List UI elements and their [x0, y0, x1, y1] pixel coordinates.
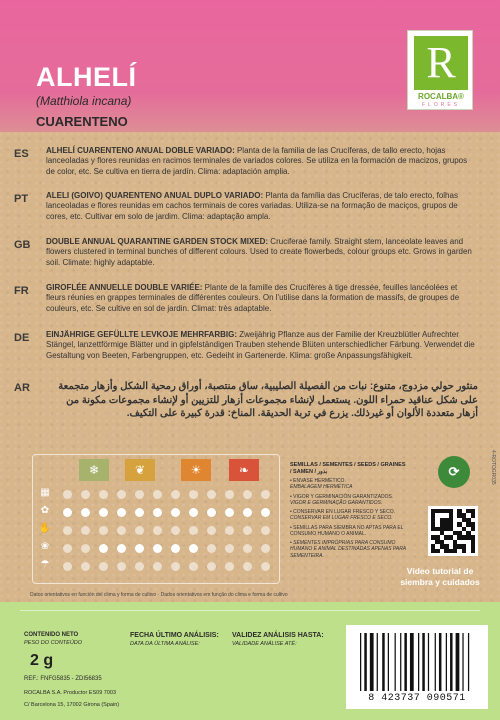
- barcode-bar: [435, 633, 436, 691]
- month-dot: [153, 562, 162, 571]
- care-row: [33, 559, 281, 575]
- month-labels-row: [33, 487, 281, 503]
- net-content-label: CONTENIDO NETO: [24, 632, 79, 638]
- month-dot: [99, 508, 108, 517]
- seed-item: • SEMILLAS PARA SIEMBRA NO APTAS PARA EL CONSUMO HUMANO O ANIMAL.: [290, 524, 404, 537]
- description-de: [14, 330, 484, 361]
- month-dot: [189, 544, 198, 553]
- month-dot: [117, 544, 126, 553]
- analysis-date-sublabel: DATA DA ÚLTIMA ANÁLISE:: [130, 641, 200, 647]
- logo-letter: R: [426, 38, 456, 87]
- barcode-bar: [404, 633, 407, 691]
- divider: [20, 610, 480, 611]
- month-dot: [153, 508, 162, 517]
- month-dot: [153, 490, 162, 499]
- rocalba-logo: [407, 30, 473, 110]
- description-fr: [14, 283, 484, 314]
- month-dot: [99, 544, 108, 553]
- barcode-bar: [395, 633, 396, 691]
- lang-code: FR: [14, 285, 29, 297]
- hand-icon: ✋: [38, 523, 52, 534]
- month-dot: [117, 508, 126, 517]
- barcode-bar: [456, 633, 460, 691]
- latin-name: (Matthiola incana): [36, 94, 132, 108]
- lang-code: GB: [14, 239, 31, 251]
- logo-subtitle: FLORES: [421, 102, 460, 108]
- month-dot: [261, 544, 270, 553]
- barcode-bar: [422, 633, 425, 691]
- month-dot: [171, 544, 180, 553]
- barcode: [346, 625, 488, 709]
- sowing-row: [33, 505, 281, 521]
- barcode-bar: [410, 633, 414, 691]
- barcode-bar: [400, 633, 401, 691]
- video-line-2: siembra y cuidados: [400, 576, 480, 587]
- month-dot: [135, 490, 144, 499]
- net-content-value: 2 g: [30, 652, 54, 669]
- barcode-bar: [360, 633, 361, 691]
- qr-code[interactable]: [428, 506, 478, 556]
- month-dot: [117, 490, 126, 499]
- logo-mark: [414, 36, 468, 90]
- month-dot: [135, 544, 144, 553]
- month-dot: [99, 526, 108, 535]
- month-dot: [243, 490, 252, 499]
- month-dot: [171, 508, 180, 517]
- month-dot: [243, 562, 252, 571]
- summer-icon: ☀: [181, 459, 211, 481]
- description-text: منثور حولي مزدوج، متنوع: نبات من الفصيلة الصليبية، ساق منتصبة، أوراق رمحية الشكل وأزهار متجمعة على شكل عناقيد حمراء اللون. يستعمل لإنشاء مجموعات أزهار للتزيين أو لإنشاء مجموعات مكونة من أزهار متعددة الألوان أو غيرذلك. يزرع في تربة الحديقة. المناخ: قدرة كبيرة على التكيف.: [58, 381, 478, 419]
- reference-code: REF.: FNFG5835 - ZDI56835: [24, 676, 102, 682]
- winter-icon: ❄: [79, 459, 109, 481]
- producer-info: ROCALBA S.A. Productor ES09 7003: [24, 690, 117, 696]
- description-ar: [14, 380, 484, 421]
- month-dot: [171, 526, 180, 535]
- analysis-validity-label: VALIDEZ ANÁLISIS HASTA:: [232, 632, 324, 639]
- month-dot: [81, 544, 90, 553]
- variety-name: CUARENTENO: [36, 114, 128, 129]
- video-line-1: Vídeo tutorial de: [406, 566, 474, 576]
- month-dot: [135, 508, 144, 517]
- month-dot: [171, 490, 180, 499]
- description-text: ALHELÍ CUARENTENO ANUAL DOBLE VARIADO: Planta de la familia de las Crucíferas, de tallo erecto, hojas lanceoladas y flores reunidas en racimos terminales de variados colores. Se utiliza en la formación de macizos, grupos de color, etc. Se cultiva en tierra de jardín. Clima: adaptación amplia.: [46, 146, 468, 176]
- barcode-bar: [446, 633, 447, 691]
- barcode-bar: [364, 633, 367, 691]
- month-dot: [261, 508, 270, 517]
- month-dot: [243, 544, 252, 553]
- description-es: [14, 146, 484, 177]
- seeds-title: SEMILLAS / SEMENTES / SEEDS / GRAINES / SAMEN / بذور: [290, 462, 406, 475]
- spring-icon: ❦: [125, 459, 155, 481]
- month-dot: [117, 526, 126, 535]
- month-dot: [225, 562, 234, 571]
- month-dot: [63, 526, 72, 535]
- seed-item: • CONSERVAR EN LUGAR FRESCO Y SECO. CONSERVAR EM LUGAR FRESCO E SECO.: [290, 509, 396, 522]
- seed-item: • VIGOR Y GERMINACIÓN GARANTIZADOS. VIGOR E GERMINAÇÃO GARANTIDOS.: [290, 493, 394, 506]
- barcode-bar: [450, 633, 453, 691]
- month-dot: [207, 526, 216, 535]
- month-dot: [189, 526, 198, 535]
- month-dot: [225, 544, 234, 553]
- month-dot: [225, 508, 234, 517]
- barcode-bar: [462, 633, 463, 691]
- month-dot: [261, 526, 270, 535]
- lang-code: DE: [14, 332, 30, 344]
- month-dot: [189, 508, 198, 517]
- month-dot: [189, 490, 198, 499]
- month-dot: [81, 508, 90, 517]
- month-dot: [153, 544, 162, 553]
- seeds-info: [290, 462, 408, 562]
- month-dot: [225, 526, 234, 535]
- green-dot-recycling-icon: ⟳: [438, 456, 470, 488]
- autumn-icon: ❧: [229, 459, 259, 481]
- lang-code: PT: [14, 193, 29, 205]
- seed-icon: ✿: [40, 505, 50, 516]
- seed-item: • ENVASE HERMÉTICO. EMBALAGEM HERMÉTICA: [290, 478, 353, 491]
- barcode-bars: [360, 633, 476, 691]
- product-title: ALHELÍ: [36, 62, 137, 92]
- month-dot: [99, 562, 108, 571]
- month-dot: [207, 490, 216, 499]
- barcode-bar: [388, 633, 389, 691]
- logo-brand: ROCALBA®: [418, 92, 464, 101]
- transplant-row: [33, 523, 281, 539]
- month-dot: [153, 526, 162, 535]
- qr-module: [471, 549, 475, 553]
- description-text: DOUBLE ANNUAL QUARANTINE GARDEN STOCK MIXED: Cruciferae family. Straight stem, lanceolate leaves and flowers clustered in terminal bunches of different colours. Used to create flowerbeds, colour groups etc. Grows in garden soil. Climate: highly adaptable.: [46, 237, 472, 267]
- month-dot: [81, 562, 90, 571]
- month-dot: [243, 508, 252, 517]
- month-dot: [63, 544, 72, 553]
- barcode-number: 8 423737 090571: [368, 693, 466, 704]
- barcode-bar: [439, 633, 442, 691]
- month-dot: [207, 508, 216, 517]
- month-dot: [207, 562, 216, 571]
- description-gb: [14, 237, 484, 268]
- side-print-code: 4-ROTOGR035: [490, 450, 496, 485]
- description-pt: [14, 191, 484, 222]
- barcode-bar: [382, 633, 385, 691]
- flower-icon: ❀: [40, 541, 50, 552]
- month-dot: [243, 526, 252, 535]
- month-dot: [261, 490, 270, 499]
- lang-code: AR: [14, 382, 30, 394]
- month-dot: [261, 562, 270, 571]
- seed-item: • SEMENTES IMPRÓPRIAS PARA CONSUMO HUMANO E ANIMAL DESTINADAS APENAS PARA SEMENTEIRA.: [290, 540, 406, 559]
- month-dot: [63, 508, 72, 517]
- video-tutorial-link[interactable]: [392, 566, 488, 587]
- month-dot: [135, 562, 144, 571]
- month-dot: [171, 562, 180, 571]
- calendar-icon: ▦: [40, 487, 50, 498]
- month-dot: [207, 544, 216, 553]
- flowering-row: [33, 541, 281, 557]
- watering-icon: ☂: [40, 559, 50, 570]
- month-dot: [63, 490, 72, 499]
- month-dot: [135, 526, 144, 535]
- month-dot: [117, 562, 126, 571]
- analysis-date-label: FECHA ÚLTIMO ANÁLISIS:: [130, 632, 219, 639]
- lang-code: ES: [14, 148, 29, 160]
- description-text: EINJÄHRIGE GEFÜLLTE LEVKOJE MEHRFARBIG: Zweijährig Pflanze aus der Familie der Kreuzblütler Aufrechter Stängel, lanzettförmige Blätter und in gipfelständigen Trauben stehende Blüten unterschiedlicher Färbung. Verwendet die Gestaltung von Beeten, Farbengruppen, etc. Gedeiht in Gartenerde. Klima: große Anpassungsfähigkeit.: [46, 330, 475, 360]
- barcode-bar: [370, 633, 374, 691]
- description-text: ALELI (GOIVO) QUARENTENO ANUAL DUPLO VARIADO: Planta da família das Crucíferas, de talo erecto, folhas lanceoladas e flores reunidas em cachos terminais de cores variadas. Utiliza-se na formação de maciços, grupos de cores, etc. Cultivar em solo de jardim. Clima: adaptação ampla.: [46, 191, 458, 221]
- growing-calendar: [32, 454, 280, 584]
- barcode-bar: [428, 633, 429, 691]
- producer-address: C/ Barcelona 15, 17002 Girona (Spain): [24, 702, 120, 708]
- month-dot: [225, 490, 234, 499]
- net-content-sublabel: PESO DO CONTEÚDO: [24, 640, 83, 646]
- calendar-footnote: Datos orientativos en función del clima y forma de cultivo · Dados orientativos em função do clima e forma de cultivo: [30, 592, 288, 598]
- month-dot: [189, 562, 198, 571]
- month-dot: [81, 490, 90, 499]
- month-dot: [63, 562, 72, 571]
- analysis-validity-sublabel: VALIDADE ANÁLISE ATÉ:: [232, 641, 297, 647]
- barcode-bar: [377, 633, 378, 691]
- description-text: GIROFLÉE ANNUELLE DOUBLE VARIÉE: Plante de la famille des Crucifères à tige dressée, feuilles lancéolées et fleurs réunies en grappes terminales de différentes couleurs. On l'utilise dans la formation de massifs, de groupes de couleurs, etc. Se cultive en sol de jardin. Climat: très adaptable.: [46, 283, 460, 313]
- barcode-bar: [468, 633, 469, 691]
- barcode-bar: [418, 633, 419, 691]
- month-dot: [81, 526, 90, 535]
- month-dot: [99, 490, 108, 499]
